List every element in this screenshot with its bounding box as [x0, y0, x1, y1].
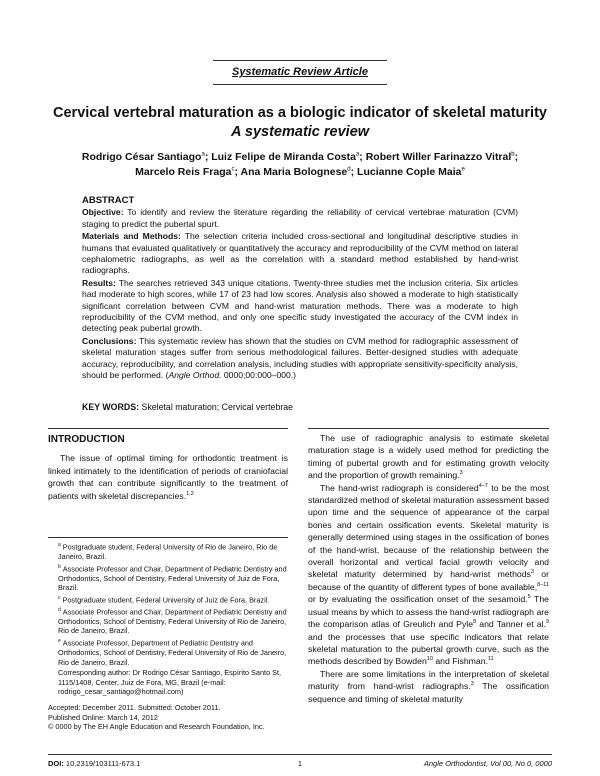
body-text: The hand-wrist radiograph is considered — [320, 482, 479, 493]
footnote-text: Associate Professor, Department of Pediatric Dentistry and Orthodontics, School of Dentistry, Federal University of Rio de Janeiro, Rio de Janeiro, Brazil. — [58, 638, 287, 667]
article-title — [40, 104, 560, 142]
header-rule-bottom — [213, 84, 387, 85]
author-sep: ; — [350, 166, 358, 178]
author-sep: ; — [234, 166, 241, 178]
footnote-e — [48, 637, 288, 667]
corresponding-author: Corresponding author: Dr Rodrigo César Santiago, Espírito Santo St, 1115/1408, Center, Juiz de Fora, MG, Brazil (e-mail: rodrigo_cesar_santiago@hotmail.com) — [58, 668, 282, 697]
article-type: Systematic Review Article — [232, 66, 368, 78]
abstract-conclusions — [82, 336, 518, 381]
affiliation-mark: a — [355, 151, 360, 158]
abstract-heading: ABSTRACT — [82, 195, 135, 206]
affiliation-mark: b — [511, 151, 515, 158]
doi-value: 10.2319/103111-673.1 — [63, 759, 141, 768]
body-text: The usual means by which to assess the hand-wrist radiograph are the comparison atlas of Greulich and Pyle — [308, 594, 549, 630]
body-text: and Tanner et al. — [476, 619, 546, 630]
footnote-text: Associate Professor and Chair, Department of Pediatric Dentistry and Orthodontics, School of Dentistry, Federal University of Rio de Janeiro, Rio de Janeiro, Brazil. — [58, 607, 287, 636]
author-line-1 — [40, 150, 560, 165]
footnote-mark: e — [58, 638, 61, 645]
section-rule-left — [48, 428, 288, 429]
header-rule — [213, 60, 387, 61]
footnote-b — [48, 563, 288, 593]
ref-mark: 3 — [470, 681, 474, 688]
footnote-mark: d — [58, 606, 61, 613]
ref-mark: 11 — [488, 656, 494, 663]
copyright: © 0000 by The EH Angle Education and Research Foundation, Inc. — [48, 722, 265, 732]
page-number: 1 — [297, 759, 303, 768]
ref-mark: 3 — [530, 569, 534, 576]
intro-heading: INTRODUCTION — [48, 434, 125, 445]
ref-mark: 3 — [459, 470, 463, 477]
abstract-objective — [82, 207, 518, 230]
ref-mark: 9 — [545, 619, 549, 626]
published-date: Published Online: March 14, 2012 — [48, 712, 158, 722]
left-column — [48, 432, 288, 502]
intro-paragraph — [48, 452, 288, 502]
methods-label: Materials and Methods: — [82, 231, 181, 242]
affiliation-mark: a — [201, 151, 205, 158]
body-paragraph — [308, 432, 549, 482]
ref-mark: 8 — [473, 619, 477, 626]
affiliation-mark: c — [231, 166, 235, 173]
intro-text: The issue of optimal timing for orthodontic treatment is linked intimately to the identification of periods of craniofacial growth that can contribute significantly to the treatment of patients with skeletal discrepancies. — [48, 453, 288, 501]
body-text: or by evaluating the ossification onset of the sesamoid. — [308, 594, 528, 605]
ref-mark: 1,2 — [186, 490, 194, 497]
author-name: Ana Maria Bolognese — [240, 166, 348, 178]
body-text: and Fishman. — [432, 656, 488, 667]
footnote-mark: c — [58, 594, 61, 601]
body-text: to be the most standardized method of skeletal maturation assessment based upon time and the sequence of appearance of the carpal bones and certain ossification events. Skeletal maturity is generally determined using stages in the ossification of bones of the hand-wrist, because of the relationship between the overall horizontal and vertical facial growth velocity and skeletal maturity determined by hand-wrist methods — [308, 482, 550, 580]
body-text: or because of the quantity of different types of bone available, — [308, 569, 549, 592]
section-rule-right — [308, 428, 549, 429]
footnote-text: Postgraduate student, Federal University of Juiz de Fora, Brazil. — [62, 595, 270, 605]
footnotes — [48, 541, 288, 732]
ref-mark: 10 — [426, 656, 433, 663]
author-line-2 — [40, 165, 560, 180]
body-text: The use of radiographic analysis to estimate skeletal maturation stage is a widely used method for predicting the timing of pubertal growth and for estimating growth velocity and the proportion of growth remaining. — [308, 433, 549, 481]
objective-label: Objective: — [82, 207, 124, 218]
author-name: Luiz Felipe de Miranda Costa — [211, 151, 356, 163]
footnote-mark: a — [58, 542, 61, 548]
author-list — [40, 150, 560, 180]
footnote-mark: b — [58, 563, 61, 570]
body-text: There are some limitations in the interpretation of skeletal maturity from hand-wrist radiographs. — [308, 668, 549, 692]
author-name: Lucianne Cople Maia — [357, 166, 462, 178]
conclusions-label: Conclusions: — [82, 336, 137, 347]
doi-label: DOI: — [48, 759, 64, 768]
citation-journal: Angle Orthod. — [168, 369, 222, 380]
title-subtitle: A systematic review — [230, 124, 370, 140]
footnote-c — [48, 594, 288, 605]
footnote-rule — [48, 537, 288, 538]
author-sep: ; — [204, 151, 212, 163]
keywords-label: KEY WORDS: — [82, 402, 140, 412]
abstract — [82, 195, 518, 383]
title-main: Cervical vertebral maturation as a biologic indicator of skeletal maturity — [53, 105, 547, 121]
footer-rule — [48, 754, 552, 755]
body-paragraph — [308, 668, 549, 705]
author-name: Marcelo Reis Fraga — [135, 166, 232, 178]
body-text: and the processes that use specific indicators that relate skeletal maturation to the pubertal growth curve, such as the methods described by Bowden — [308, 631, 549, 667]
right-column — [308, 432, 549, 705]
methods-text: The selection criteria included cross-sectional and longitudinal descriptive studies in humans that evaluated qualitatively or quantitatively the accuracy and reproducibility of the CVM method on lateral cephalometric radiographs, as well as the correlation with a standard method established by hand-wrist radiographs. — [82, 231, 518, 276]
footnote-text: Associate Professor and Chair, Department of Pediatric Dentistry and Orthodontics, School of Dentistry, Federal University of Juiz de Fora, Brazil. — [58, 564, 287, 593]
footnote-d — [48, 606, 288, 636]
citation-rest: 0000;00:000–000.) — [221, 369, 297, 380]
abstract-results — [82, 278, 518, 334]
keywords — [82, 402, 518, 412]
conclusions-text: This systematic review has shown that the studies on CVM method for radiographic assessment of skeletal maturation stages suffer from serious methodological failures. Better-designed studies with adequate accuracy, reproducibility, and correlation analysis, including studies with appropriate sensitivity-specificity analysis, should be performed. ( — [82, 336, 518, 380]
ref-mark: 4–7 — [478, 482, 488, 489]
affiliation-mark: d — [347, 166, 351, 173]
body-paragraph — [308, 482, 549, 668]
ref-mark: 8–11 — [537, 581, 549, 588]
results-label: Results: — [82, 278, 116, 289]
footnote-text: Postgraduate student, Federal University of Rio de Janeiro, Rio de Janeiro, Brazil. — [58, 542, 278, 562]
journal-info: Angle Orthodontist, Vol 00, No 0, 0000 — [423, 759, 552, 768]
body-text: The ossification sequence and timing of skeletal maturity — [308, 681, 549, 704]
ref-mark: 5 — [527, 594, 531, 601]
objective-text: To identify and review the literature regarding the reliability of cervical vertebrae maturation (CVM) staging to predict the pubertal spurt. — [82, 207, 518, 229]
affiliation-mark: e — [461, 166, 465, 173]
author-sep: ; — [359, 151, 366, 163]
author-name: Robert Willer Farinazzo Vitral — [365, 151, 512, 163]
abstract-methods — [82, 231, 518, 276]
accepted-date: Accepted: December 2011. Submitted: October 2011. — [48, 703, 221, 713]
keywords-text: Skeletal maturation; Cervical vertebrae — [139, 402, 294, 412]
results-text: The searches retrieved 343 unique citations. Twenty-three studies met the inclusion criteria. Six articles had moderate to high scores, while 17 of 23 had low scores. Analysis also showed a moderate to high statistically significant correlation between CVM and hand-wrist maturation methods. There was a moderate to high reproducibility of the CVM method, and only one specific study investigated the accuracy of the CVM index in detecting peak pubertal growth. — [82, 278, 518, 334]
footnote-a — [48, 541, 288, 562]
author-name: Rodrigo César Santiago — [81, 151, 202, 163]
author-sep: ; — [514, 151, 519, 163]
